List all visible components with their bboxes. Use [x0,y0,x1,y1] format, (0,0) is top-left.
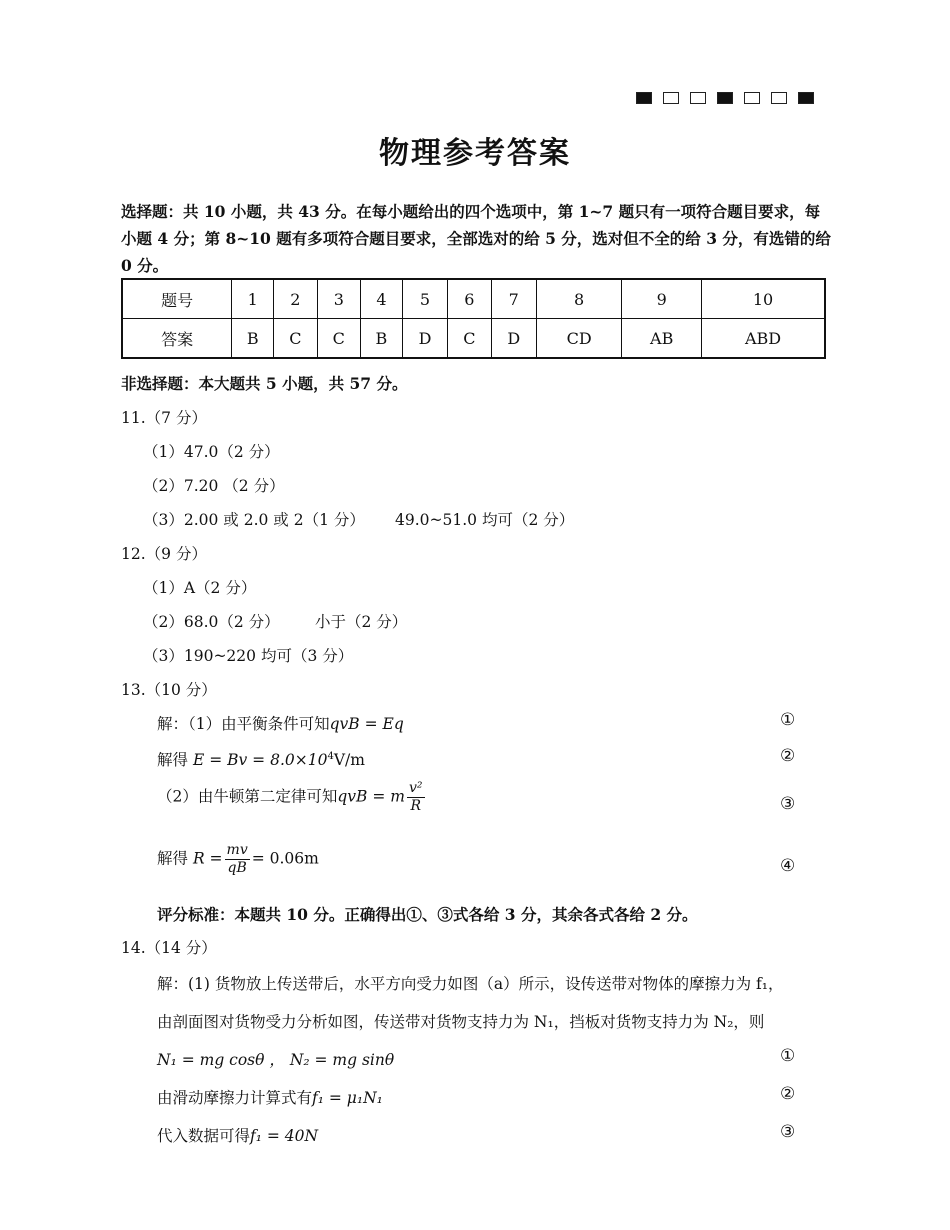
q13-heading: 13.（10 分） [121,681,217,699]
table-cell-number: 10 [702,279,825,319]
table-cell-number: 8 [536,279,621,319]
eq-marker-2: ② [780,1084,796,1104]
header-mark-empty [690,92,706,104]
header-mark-empty [771,92,787,104]
q13-eq1-text: 解：（1）由平衡条件可知 [157,715,330,733]
q11-answer-1: （1）47.0（2 分） [143,443,280,461]
table-row-answers [122,319,825,359]
header-mark-filled [636,92,652,104]
table-cell-number: 2 [274,279,317,319]
table-cell-answer: C [448,319,491,359]
q12-answer-3: （3）190~220 均可（3 分） [143,647,354,665]
table-cell-answer: C [317,319,360,359]
table-cell-answer: AB [622,319,702,359]
q13-eq4 [157,842,319,877]
table-cell-number: 6 [448,279,491,319]
page-title: 物理参考答案 [379,136,571,171]
table-row-label: 答案 [122,319,232,359]
q11-answer-2: （2）7.20 （2 分） [143,477,285,495]
header-mark-empty [744,92,760,104]
eq-marker-2: ② [780,746,796,766]
table-row-label: 题号 [122,279,232,319]
q12-answer-2a: （2）68.0（2 分） [143,613,280,631]
q11-answer-3b: 49.0~51.0 均可（2 分） [395,511,575,529]
eq-marker-4: ④ [780,856,796,876]
q13-eq2-unit: V/m [333,751,365,769]
table-cell-answer: CD [536,319,621,359]
q13-scoring-note: 评分标准：本题共 10 分。正确得出①、③式各给 3 分，其余各式各给 2 分。 [157,905,698,924]
table-cell-answer: D [491,319,536,359]
q14-paragraph-1: 解：(1) 货物放上传送带后，水平方向受力如图（a）所示，设传送带对物体的摩擦力为 f₁， [157,975,784,993]
q14-eq3 [157,1124,318,1146]
eq-marker-3: ③ [780,794,796,814]
answer-table [121,278,826,359]
q13-eq3-text: （2）由牛顿第二定律可知 [157,787,338,806]
q14-eq1-formula: N₁ = mg cosθ ， N₂ = mg sinθ [157,1051,395,1069]
q13-eq3 [157,780,427,815]
q13-eq3-formula: qvB = m [337,787,405,806]
table-cell-number: 1 [232,279,274,319]
eq-marker-1: ① [780,1046,796,1066]
q11-answer-3a: （3）2.00 或 2.0 或 2（1 分） [143,511,365,529]
q12-answer-2b: 小于（2 分） [315,613,408,631]
q14-paragraph-2: 由剖面图对货物受力分析如图，传送带对货物支持力为 N₁，挡板对货物支持力为 N₂，则 [157,1013,765,1031]
table-cell-number: 4 [361,279,403,319]
q13-eq3-fraction [407,780,425,815]
table-cell-number: 5 [402,279,447,319]
q14-eq3-text: 代入数据可得 [157,1127,251,1145]
q13-eq1 [157,712,404,734]
q13-eq4-denominator: qB [227,860,247,876]
q14-eq2 [157,1086,383,1108]
q13-eq2-exponent: 4 [327,750,334,762]
q13-eq4-formula-a: R = [192,849,223,868]
q13-eq3-denominator: R [410,798,422,814]
table-cell-number: 9 [622,279,702,319]
q13-eq1-formula: qvB = Eq [329,715,404,733]
eq-marker-3: ③ [780,1122,796,1142]
table-cell-number: 7 [491,279,536,319]
non-choice-section-heading: 非选择题：本大题共 5 小题，共 57 分。 [121,374,408,393]
q14-heading: 14.（14 分） [121,939,217,957]
q14-eq1 [157,1048,394,1070]
q13-eq2 [157,748,365,770]
eq-marker-1: ① [780,710,796,730]
choice-section-intro: 选择题：共 10 小题，共 43 分。在每小题给出的四个选项中，第 1~7 题只有一项符合题目要求，每小题 4 分；第 8~10 题有多项符合题目要求，全部选对的给 5 分，选对但不全的给 3 分，有选错的给 0 分。 [121,202,831,275]
table-cell-answer: B [232,319,274,359]
q13-eq3-numerator: v² [408,780,423,796]
q13-eq4-fraction [225,842,250,877]
table-row-numbers [122,279,825,319]
q13-eq2-formula-a: E = Bv = 8.0×10 [192,751,328,769]
table-cell-answer: C [274,319,317,359]
table-cell-answer: ABD [702,319,825,359]
q14-eq2-text: 由滑动摩擦力计算式有 [157,1089,313,1107]
q13-eq4-result: = 0.06m [251,849,319,868]
q11-heading: 11.（7 分） [121,409,207,427]
header-mark-filled [717,92,733,104]
header-marks [636,92,814,104]
table-cell-answer: D [402,319,447,359]
q13-eq2-text: 解得 [157,751,189,769]
q12-heading: 12.（9 分） [121,545,207,563]
q14-eq3-formula: f₁ = 40N [250,1127,319,1145]
q12-answer-1: （1）A（2 分） [143,579,257,597]
q13-eq4-text: 解得 [157,849,189,868]
header-mark-empty [663,92,679,104]
table-cell-answer: B [361,319,403,359]
header-mark-filled [798,92,814,104]
q13-eq4-numerator: mv [226,842,248,858]
table-cell-number: 3 [317,279,360,319]
q14-eq2-formula: f₁ = μ₁N₁ [312,1089,383,1107]
